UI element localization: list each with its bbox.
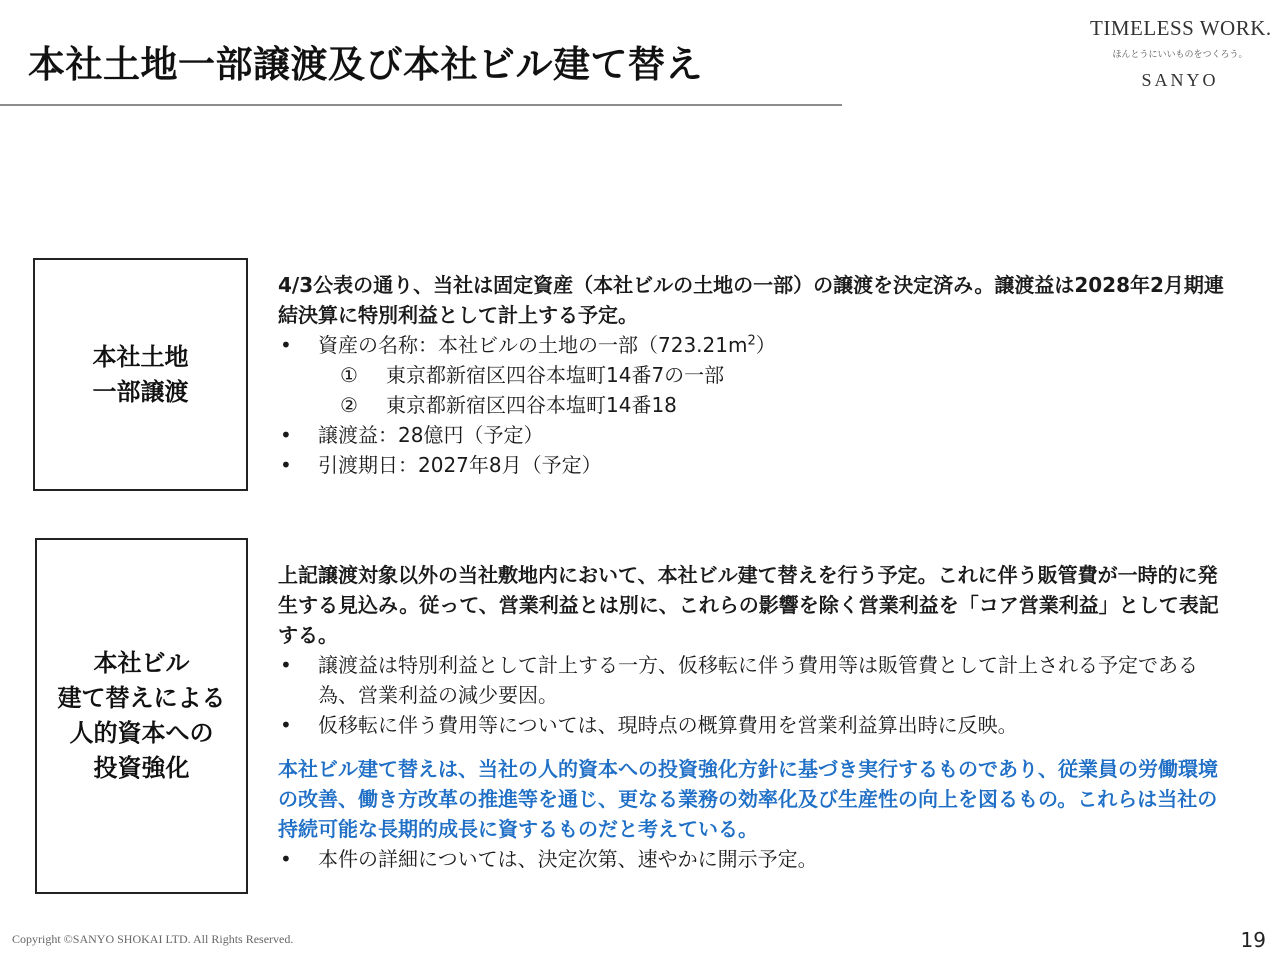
section2-bullet-list <box>278 650 1228 740</box>
circled-number: ② <box>340 393 358 417</box>
copyright-notice: Copyright ©SANYO SHOKAI LTD. All Rights Reserved. <box>12 932 294 946</box>
list-item: • 引渡期日：2027年8月（予定） <box>278 450 1228 480</box>
section1-label-box <box>33 258 248 491</box>
list-item <box>278 330 1228 360</box>
section2-label-line: 建て替えによる <box>57 684 226 713</box>
section1-lead: 4/3公表の通り、当社は固定資産（本社ビルの土地の一部）の譲渡を決定済み。譲渡益は2028年2月期連結決算に特別利益として計上する予定。 <box>278 273 1224 327</box>
logo-main-text: TIMELESS WORK. <box>1090 16 1272 40</box>
section2-content <box>278 560 1228 874</box>
section1-label-line: 本社土地 <box>92 342 189 371</box>
section1-bullet-list <box>278 330 1228 480</box>
section2-highlight: 本社ビル建て替えは、当社の人的資本への投資強化方針に基づき実行するものであり、従業員の労働環境の改善、働き方改革の推進等を通じ、更なる業務の効率化及び生産性の向上を図るもの。これらは当社の持続可能な長期的成長に資するものだと考えている。 <box>278 757 1218 841</box>
company-logo <box>1090 16 1270 91</box>
list-item: • 譲渡益：28億円（予定） <box>278 420 1228 450</box>
list-item: • 仮移転に伴う費用等については、現時点の概算費用を営業利益算出時に反映。 <box>278 710 1228 740</box>
sub-list-item <box>278 360 1228 390</box>
title-divider <box>0 104 842 106</box>
sub-item-text: 東京都新宿区四谷本塩町14番7の一部 <box>386 363 725 387</box>
section2-label-line: 人的資本への <box>69 719 214 747</box>
sub-list-item <box>278 390 1228 420</box>
section2-label-line: 投資強化 <box>93 753 190 782</box>
asset-name-close: ） <box>755 333 776 357</box>
section2-label-box <box>35 538 248 894</box>
section1-label-line: 一部譲渡 <box>92 377 189 406</box>
page-title: 本社土地一部譲渡及び本社ビル建て替え <box>28 43 703 86</box>
section2-lead: 上記譲渡対象以外の当社敷地内において、本社ビル建て替えを行う予定。これに伴う販管費が一時的に発生する見込み。従って、営業利益とは別に、これらの影響を除く営業利益を「コア営業利益」として表記する。 <box>278 563 1219 647</box>
superscript: 2 <box>747 333 756 349</box>
section2-final-list <box>278 844 1228 874</box>
list-item: • 譲渡益は特別利益として計上する一方、仮移転に伴う費用等は販管費として計上される予定である為、営業利益の減少要因。 <box>278 650 1228 710</box>
section1-content <box>278 270 1228 480</box>
logo-tagline: ほんとうにいいものをつくろう。 <box>1112 50 1248 60</box>
sub-item-text: 東京都新宿区四谷本塩町14番18 <box>386 393 677 417</box>
section2-label-line: 本社ビル <box>93 649 190 678</box>
circled-number: ① <box>340 363 358 387</box>
logo-brand: SANYO <box>1141 70 1219 90</box>
list-item: • 本件の詳細については、決定次第、速やかに開示予定。 <box>278 844 1228 874</box>
asset-name-text: 資産の名称：本社ビルの土地の一部（723.21m <box>318 333 748 357</box>
page-number: 19 <box>1240 928 1266 952</box>
